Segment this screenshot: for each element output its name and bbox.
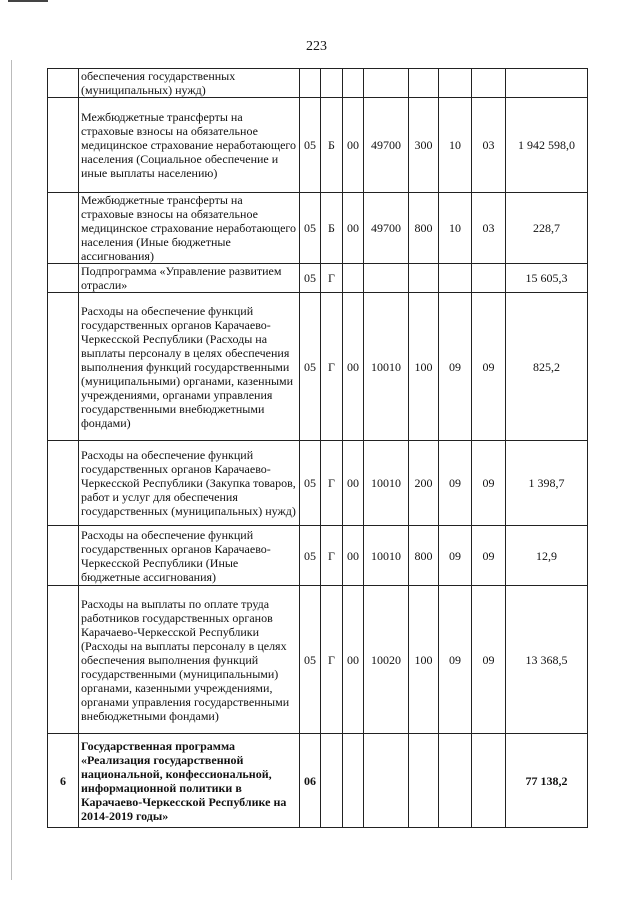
cell-direction — [343, 734, 364, 828]
cell-num — [48, 293, 79, 441]
cell-pr — [472, 264, 506, 293]
budget-table-body — [48, 69, 588, 828]
scan-corner-mark — [8, 0, 48, 2]
page-number: 223 — [306, 39, 327, 54]
cell-description: Расходы на выплаты по оплате труда работников государственных органов Карачаево-Черкесской Республики (Расходы на выплаты персоналу в целях обеспечения выполнения функций государственными (муниципальными) органами, казенными учреждениями, органами управления государственными внебюджетными фондами) — [79, 586, 300, 734]
cell-amount: 1 398,7 — [506, 441, 588, 526]
cell-expense: 49700 — [364, 98, 409, 193]
cell-subprogram: Г — [321, 586, 343, 734]
cell-pr: 09 — [472, 441, 506, 526]
scan-edge-line — [11, 60, 12, 880]
cell-amount — [506, 69, 588, 98]
cell-direction — [343, 264, 364, 293]
table-row — [48, 293, 588, 441]
cell-expense — [364, 734, 409, 828]
cell-description: Расходы на обеспечение функций государственных органов Карачаево-Черкесской Республики (Закупка товаров, работ и услуг для обеспечения государственных (муниципальных) нужд) — [79, 441, 300, 526]
table-row — [48, 526, 588, 586]
cell-vr: 300 — [409, 98, 439, 193]
cell-num — [48, 98, 79, 193]
cell-direction: 00 — [343, 98, 364, 193]
cell-direction: 00 — [343, 441, 364, 526]
cell-rz: 09 — [439, 293, 472, 441]
cell-subprogram — [321, 734, 343, 828]
table-row — [48, 586, 588, 734]
cell-pr: 09 — [472, 526, 506, 586]
cell-expense — [364, 264, 409, 293]
cell-vr: 800 — [409, 193, 439, 264]
cell-vr — [409, 69, 439, 98]
cell-rz: 09 — [439, 441, 472, 526]
cell-direction: 00 — [343, 586, 364, 734]
cell-expense — [364, 69, 409, 98]
cell-vr — [409, 264, 439, 293]
cell-vr: 200 — [409, 441, 439, 526]
cell-program: 05 — [300, 526, 321, 586]
cell-pr: 03 — [472, 193, 506, 264]
cell-subprogram: Г — [321, 526, 343, 586]
cell-program: 05 — [300, 586, 321, 734]
cell-expense: 10010 — [364, 441, 409, 526]
cell-subprogram: Г — [321, 441, 343, 526]
cell-amount: 12,9 — [506, 526, 588, 586]
cell-program: 05 — [300, 193, 321, 264]
cell-expense: 10010 — [364, 526, 409, 586]
cell-pr: 09 — [472, 293, 506, 441]
cell-expense: 10020 — [364, 586, 409, 734]
cell-subprogram: Б — [321, 193, 343, 264]
cell-rz — [439, 264, 472, 293]
table-row — [48, 264, 588, 293]
budget-table — [47, 68, 588, 828]
cell-amount: 825,2 — [506, 293, 588, 441]
cell-program: 05 — [300, 98, 321, 193]
cell-amount: 1 942 598,0 — [506, 98, 588, 193]
cell-rz: 09 — [439, 526, 472, 586]
cell-amount: 77 138,2 — [506, 734, 588, 828]
cell-program: 06 — [300, 734, 321, 828]
cell-subprogram: Г — [321, 264, 343, 293]
cell-subprogram: Г — [321, 293, 343, 441]
cell-amount: 15 605,3 — [506, 264, 588, 293]
table-row — [48, 69, 588, 98]
cell-pr — [472, 734, 506, 828]
cell-num — [48, 264, 79, 293]
table-row — [48, 734, 588, 828]
cell-description: обеспечения государственных (муниципальных) нужд) — [79, 69, 300, 98]
cell-program — [300, 69, 321, 98]
cell-description: Государственная программа «Реализация государственной национальной, конфессиональной, информационной политики в Карачаево-Черкесской Республике на 2014-2019 годы» — [79, 734, 300, 828]
cell-rz: 09 — [439, 586, 472, 734]
cell-program: 05 — [300, 441, 321, 526]
cell-num — [48, 69, 79, 98]
cell-rz: 10 — [439, 193, 472, 264]
cell-rz: 10 — [439, 98, 472, 193]
cell-pr: 03 — [472, 98, 506, 193]
cell-direction: 00 — [343, 526, 364, 586]
cell-subprogram — [321, 69, 343, 98]
cell-vr — [409, 734, 439, 828]
cell-rz — [439, 734, 472, 828]
cell-amount: 13 368,5 — [506, 586, 588, 734]
cell-num — [48, 526, 79, 586]
cell-num — [48, 586, 79, 734]
cell-description: Межбюджетные трансферты на страховые взносы на обязательное медицинское страхование неработающего населения (Социальное обеспечение и иные выплаты населению) — [79, 98, 300, 193]
cell-vr: 100 — [409, 293, 439, 441]
cell-description: Расходы на обеспечение функций государственных органов Карачаево-Черкесской Республики (Расходы на выплаты персоналу в целях обеспечения выполнения функций государственными (муниципальными) органами, казенными учреждениями, органами управления государственными внебюджетными фондами) — [79, 293, 300, 441]
cell-direction: 00 — [343, 293, 364, 441]
cell-vr: 100 — [409, 586, 439, 734]
cell-expense: 10010 — [364, 293, 409, 441]
cell-description: Межбюджетные трансферты на страховые взносы на обязательное медицинское страхование неработающего населения (Иные бюджетные ассигнования) — [79, 193, 300, 264]
cell-amount: 228,7 — [506, 193, 588, 264]
cell-direction: 00 — [343, 193, 364, 264]
cell-program: 05 — [300, 264, 321, 293]
cell-description: Подпрограмма «Управление развитием отрасли» — [79, 264, 300, 293]
cell-rz — [439, 69, 472, 98]
cell-direction — [343, 69, 364, 98]
cell-vr: 800 — [409, 526, 439, 586]
cell-subprogram: Б — [321, 98, 343, 193]
cell-program: 05 — [300, 293, 321, 441]
cell-pr: 09 — [472, 586, 506, 734]
cell-num — [48, 193, 79, 264]
table-row — [48, 441, 588, 526]
cell-description: Расходы на обеспечение функций государственных органов Карачаево-Черкесской Республики (Иные бюджетные ассигнования) — [79, 526, 300, 586]
cell-num — [48, 441, 79, 526]
table-row — [48, 98, 588, 193]
cell-num: 6 — [48, 734, 79, 828]
table-row — [48, 193, 588, 264]
cell-expense: 49700 — [364, 193, 409, 264]
cell-pr — [472, 69, 506, 98]
